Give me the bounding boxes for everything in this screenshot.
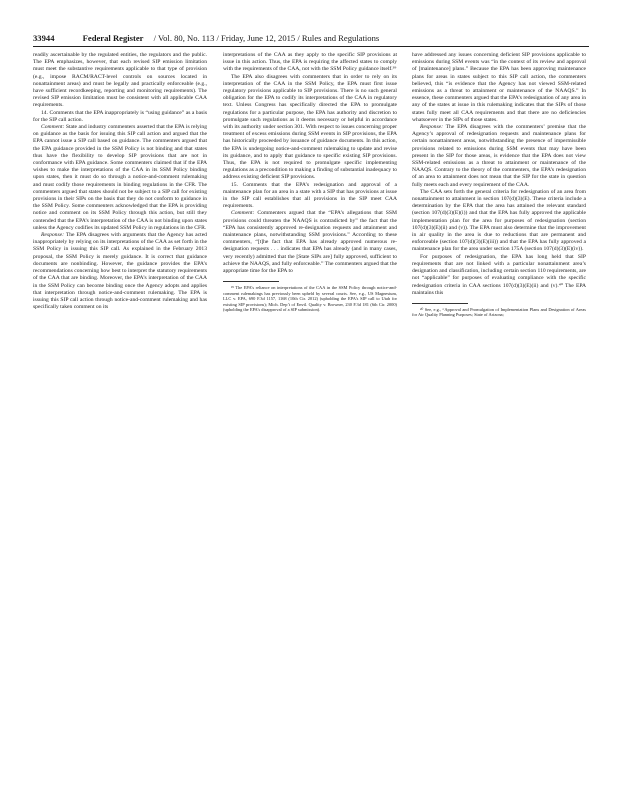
body-paragraph xyxy=(412,52,586,124)
body-paragraph xyxy=(412,124,586,189)
body-paragraph xyxy=(223,210,397,275)
footnotes xyxy=(223,285,397,312)
publication-name: Federal Register xyxy=(82,33,144,43)
paragraph-text: 14. Comments that the EPA inappropriately is “using guidance” as a basis for the SIP call action. xyxy=(33,109,207,123)
column-2 xyxy=(223,52,397,312)
paragraph-label: Comment: xyxy=(41,124,65,131)
body-paragraph xyxy=(33,110,207,124)
footnote: ³⁹ The EPA’s reliance on interpretations of the CAA in the SSM Policy through notice-and-comment rulemakings has previously been upheld by several courts. See, e.g., US Magnesium, LLC v. EPA, 690 F.3d 1157, 1168 (10th Cir. 2012) (upholding the EPA’s SIP call to Utah for existing SIP provisions); Mich. Dep’t of Envtl. Quality v. Browner, 230 F.3d 181 (6th Cir. 2000) (upholding the EPA’s disapproval of a SIP submission). xyxy=(223,285,397,312)
paragraph-text: The CAA sets forth the general criteria for redesignation of an area from nonattainment to attainment in section 107(d)(3)(E). These criteria include a determination by the EPA that the area has attained the relevant standard (section 107(d)(3)(E)(i)) and that the EPA has fully approved the applicable implementation plan for the area for purposes of redesignation (section 107(d)(3)(E)(ii) and (v)). The EPA must also determine that the improvement in air quality in the area is due to reductions that are permanent and enforceable (section 107(d)(3)(E)(iii)) and that the EPA has fully approved a maintenance plan for the area under section 175A (section 107(d)(3)(E)(iv)). xyxy=(412,188,586,253)
body-paragraph xyxy=(33,124,207,232)
footnotes xyxy=(412,307,586,318)
paragraph-text: For purposes of redesignation, the EPA has long held that SIP requirements that are not linked with a particular nonattainment area’s designation and classification, including certain section 110 requirements, are not “applicable” for purposes of evaluating compliance with the specific redesignation criteria in CAA sections 107(d)(3)(E)(ii) and (v).⁴⁰ The EPA maintains this xyxy=(412,253,586,296)
page-number: 33944 xyxy=(33,33,55,43)
column-1 xyxy=(33,52,207,311)
issue-meta: / Vol. 80, No. 113 / Friday, June 12, 2015 / Rules and Regulations xyxy=(153,33,380,43)
body-paragraph xyxy=(412,189,586,254)
page-header xyxy=(33,33,589,45)
paragraph-text: have addressed any issues concerning deficient SIP provisions applicable to emissions during SSM events was “in the context of its review and approval of [maintenance] plans.” Because the EPA has been approving maintenance plans for areas in states subject to this SIP call action, the commenters believed, this “is evidence that the Agency has not viewed SSM-related emissions as a threat to attainment or maintenance of the NAAQS.” In essence, these commenters argued that the EPA’s redesignation of any area in any of the states at issue in this rulemaking indicates that the SIPs of those states fully meet all CAA requirements and that there are no deficiencies whatsoever in the SIPs of those states. xyxy=(412,52,586,123)
body-paragraph xyxy=(33,232,207,311)
paragraph-text: State and industry commenters asserted that the EPA is relying on guidance as the basis for issuing this SIP call action and argued that the EPA cannot issue a SIP call based on guidance. The commenters argued that the EPA guidance provided in the SSM Policy is not binding and that states thus have the flexibility to develop SIP provisions that are not in conformance with EPA guidance. Some commenters claimed that if the EPA wishes to make the interpretations of the CAA in its SSM Policy binding upon states, then it must do so through a notice-and-comment rulemaking and must codify those requirements in binding regulations in the CFR. The commenters argued that states should not be subject to a SIP call for existing provisions in their SIPs on the basis that they do not conform to guidance in the SSM Policy. Some commenters acknowledged that the EPA is providing notice and comment on its SSM Policy through this action, but still they contended that the EPA’s interpretation of the CAA is not binding upon states unless the Agency codifies its updated SSM Policy in regulations in the CFR. xyxy=(33,124,208,231)
body-paragraph xyxy=(223,52,397,74)
footnote: ⁴⁰ See, e.g., “Approval and Promulgation of Implementation Plans and Designation of Areas for Air Quality Planning Purposes; State of Arizona; xyxy=(412,306,586,318)
paragraph-text: interpretations of the CAA as they apply to the specific SIP provisions at issue in this action. Thus, the EPA is requiring the affected states to comply with the requirements of the CAA, not with the SSM Policy guidance itself.³⁹ xyxy=(223,52,397,73)
paragraph-text: The EPA disagrees with arguments that the Agency has acted inappropriately by relying on its interpretations of the CAA as set forth in the SSM Policy in issuing this SIP call. As explained in the February 2013 proposal, the SSM Policy is merely guidance. It is correct that guidance documents are nonbinding. However, the guidance provides the EPA’s recommendations concerning how best to interpret the statutory requirements of the CAA that are binding. Moreover, the EPA’s interpretation of the CAA in the SSM Policy can become binding once the Agency adopts and applies that interpretation through notice-and-comment rulemaking. The EPA is issuing this SIP call action through notice-and-comment rulemaking and has specifically taken comment on its xyxy=(33,232,207,311)
paragraph-label: Response: xyxy=(41,232,64,239)
paragraph-label: Comment: xyxy=(231,210,255,217)
footnote-rule xyxy=(412,303,468,304)
paragraph-label: Response: xyxy=(420,124,443,131)
paragraph-text: The EPA disagrees with the commenters’ premise that the Agency’s approval of redesignation requests and maintenance plans for certain nonattainment areas, notwithstanding the presence of impermissible provisions related to emissions during SSM events that may have been present in the SIP for those areas, is evidence that the EPA does not view SSM-related emissions as a threat to attainment or maintenance of the NAAQS. Contrary to the theory of the commenters, the EPA’s redesignation of an area to attainment does not mean that the SIP for the state in question fully meets each and every requirement of the CAA. xyxy=(412,124,586,188)
header-rule xyxy=(33,46,589,47)
footnote-rule xyxy=(223,281,279,282)
body-paragraph xyxy=(223,182,397,211)
paragraph-text: The EPA also disagrees with commenters that in order to rely on its interpretation of the CAA in the SSM Policy, the EPA must first issue regulatory provisions applicable to SIP provisions. There is no such general obligation for the EPA to codify its interpretations of the CAA in regulatory text. Unless Congress has specifically directed the EPA to promulgate regulations for a particular purpose, the EPA has authority and discretion to promulgate such regulations as it deems necessary or helpful in accordance with its authority under section 301. With respect to issues concerning proper treatment of excess emissions during SSM events in SIP provisions, the EPA has historically proceeded by issuance of guidance documents. In this action, the EPA is undergoing notice-and-comment rulemaking to update and revise its guidance, and to apply that guidance to specific existing SIP provisions. Thus, the EPA is not required to promulgate specific implementing regulations as a precondition to making a finding of substantial inadequacy to address existing deficient SIP provisions. xyxy=(223,73,397,181)
paragraph-text: Commenters argued that the “EPA’s allegations that SSM provisions could threaten the NAAQS is contradicted by” the fact that the “EPA has consistently approved re-designation requests and attainment and maintenance plans, notwithstanding SSM provisions.” According to these commenters, “[t]he fact that EPA has already approved numerous re-designation requests . . . indicates that EPA has already (and in many cases, very recently) admitted that the [State SIPs are] fully approved, sufficient to achieve the NAAQS, and fully enforceable.” The commenters argued that the appropriate time for the EPA to xyxy=(223,210,397,275)
paragraph-text: readily ascertainable by the regulated entities, the regulators and the public. The EPA emphasizes, however, that each revised SIP emission limitation must meet the substantive requirements applicable to that type of provision (e.g., impose RACM/RACT-level controls on sources located in nonattainment areas) and must be legally and practically enforceable (e.g., have sufficient recordkeeping, reporting and monitoring requirements). The revised SIP emission limitation must be consistent with all applicable CAA requirements. xyxy=(33,52,207,109)
body-paragraph xyxy=(33,52,207,110)
body-paragraph xyxy=(223,74,397,182)
column-3 xyxy=(412,52,586,318)
body-paragraph xyxy=(412,254,586,297)
paragraph-text: 15. Comments that the EPA’s redesignation and approval of a maintenance plan for an area in a state with a SIP that has provisions at issue in the SIP call establishes that all provisions in the SIP meet CAA requirements. xyxy=(223,181,397,210)
